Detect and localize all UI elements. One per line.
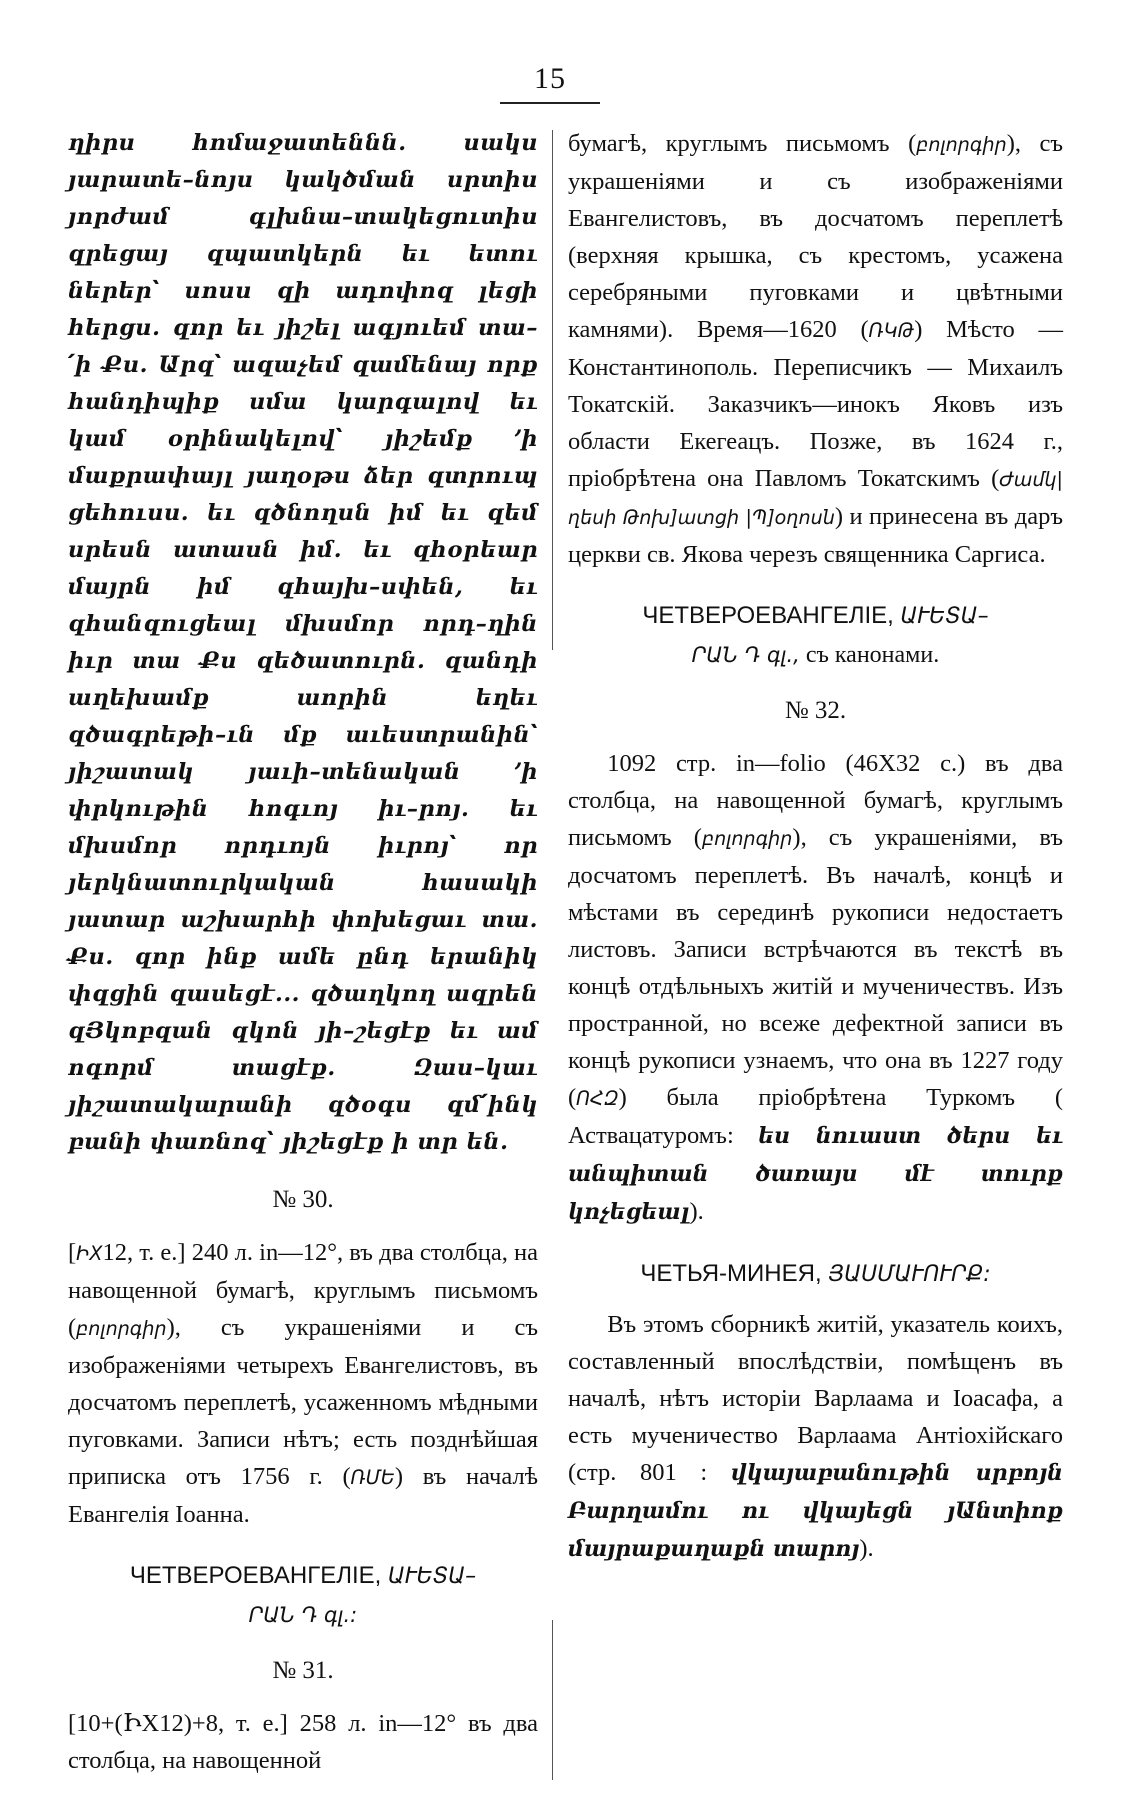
- menaion-description: [568, 1306, 1063, 1568]
- entry-31c-desc-b: ), съ украшеніями и съ изображеніями Евангелистовъ, въ досчатомъ переплетѣ (верхняя крышка, съ крестомъ, усажена серебряными пуговками и цвѣтными камнями). Время—1620 (: [568, 130, 1064, 343]
- entry-31c-arm-a: բոլորգիր: [916, 133, 1007, 156]
- entry-31c-desc-a: бумагѣ, круглымъ письмомъ (: [568, 130, 917, 157]
- entry-31-number: № 31.: [272, 1657, 334, 1684]
- entry-30-arm-c: ՌՄԵ: [350, 1466, 395, 1489]
- entry-32-desc-d: ).: [689, 1198, 704, 1225]
- menaion-title-arm: ՅԱՍՄԱՒՈՒՐՔ:: [828, 1262, 991, 1287]
- entry-30-number: № 30.: [272, 1186, 334, 1213]
- entry-32-number: № 32.: [784, 697, 847, 724]
- menaion-desc-b: ).: [859, 1535, 874, 1562]
- entry-31c-arm-c: Ժամկ|ղեսի Թոխ]ատցի |Պ]օղոսն: [568, 468, 1063, 529]
- entry-30-desc-b: 12, т. е.] 240 л. in—12°, въ два столбца, на навощенной бумагѣ, круглымъ письмомъ (: [68, 1239, 538, 1341]
- entry-32-desc-c: ) была пріобрѣтена Туркомъ ( Аствацатуромъ:: [568, 1084, 1063, 1149]
- entry-30-arm-a: ԻX: [76, 1242, 103, 1265]
- entry-30-description: [68, 1234, 538, 1533]
- menaion-title-ru: ЧЕТЬЯ-МИНЕЯ,: [640, 1260, 822, 1287]
- entry-31-description-cont: [568, 125, 1063, 573]
- entry-31-description: [10+(ԻX12)+8, т. е.] 258 л. in—12° въ два столбца, на навощенной: [68, 1710, 538, 1774]
- entry-31-title-ru: ЧЕТВЕРОЕВАНГЕЛІЕ,: [129, 1562, 382, 1589]
- menaion-arm-a: վկայաբանութին սրբոյն Բարղամու ու վկայեցն յԱնտիոք մայրաքաղաքն տարոյ: [568, 1460, 1063, 1562]
- entry-31-title-arm: ԱՒԵՏԱ–: [388, 1564, 477, 1589]
- entry-32-desc-a: 1092 стр. in—folio (46X32 с.) въ два столбца, на навощенной бумагѣ, круглымъ письмомъ (: [568, 750, 1063, 851]
- menaion-desc-a: Въ этомъ сборникѣ житій, указатель коихъ, составленный впослѣдствіи, помѣщенъ въ началѣ, нѣтъ исторіи Варлаама и Іоасафа, а есть мученичество Варлаама Антіохійскаго (стр. 801 :: [568, 1311, 1063, 1486]
- entry-32-title: [568, 599, 1063, 634]
- entry-32-subtitle-arm: ՐԱՆ Դ գլ.,: [691, 643, 800, 667]
- armenian-colophon: ղիրս հոմաջատեննն. սակս յարատե–նոյս կակծման սրտիս յորժամ գլխնա–տակեցուտիս զրեցայ զպատկերն եւ ետու ներեր՝ սոսս զի ադոփոզ լեցի հերցս. զոր եւ յիշել ագյուեմ տա–՛ի Քս. Արզ՝ ազաչեմ զամենայ որք հանդիպիք սմա կարգալով եւ կամ օրինակելով՝ յիշեմք ՚ի մաքրափայլ յաղօթս ձեր զտրուպ ցեհուսս. եւ զծնողսն իմ եւ զեմ սրեսն ատասն իմ. եւ զհօրեար մայրն իմ զհայխ–սփեն, եւ զհանզուցեալ մխսմոր որդ–ղին իւր տա Քս զեծատուրն. զանդի աղեխամք աորին եղեւ զծագրեթի–ւն մք աւեստրանին՝ յիշատակ յաւի–տենական ՚ի փրկութին հոգւոյ իւ–րոյ. եւ մխսմոր որդւոյն իւրոյ՝ որ յերկնատուրկական հասակի յատար աշխարհի փոխեցաւ տա. Քս. զոր ինք ամե ընդ երանիկ փզցին զասեցէ... զծաղկող ազրեն զՅկոբզան զկոն յի–շեցէք եւ ամ ոգորմ տացէք. Զաս–կաւ յիշատակարանի զծօգս զմ՛ինկ բանի փառնոզ՝ յիշեցէք ի տր են.: [68, 130, 538, 1155]
- entry-31-subtitle-arm: ՐԱՆ Դ գլ.:: [248, 1603, 358, 1627]
- entry-31-title: [68, 1559, 538, 1594]
- page-number-rule: [500, 102, 600, 104]
- entry-32-arm-a: բոլորգիր: [701, 827, 793, 850]
- page-number: 15: [534, 62, 566, 95]
- entry-30-desc-a: [: [68, 1239, 77, 1266]
- entry-30-arm-b: բոլորգիր: [76, 1317, 167, 1340]
- entry-30-desc-c: ), съ украшеніями и съ изображеніями четырехъ Евангелистовъ, въ досчатомъ переплетѣ, усаженномъ мѣдными пуговками. Записи нѣтъ; есть позднѣйшая приписка отъ 1756 г. (: [68, 1314, 538, 1490]
- column-divider: [552, 130, 553, 650]
- left-column: [68, 125, 538, 1779]
- entry-32-subtitle: [568, 638, 1063, 672]
- column-divider-lower: [552, 1620, 553, 1780]
- entry-31c-arm-b: ՌԿԹ: [868, 319, 915, 342]
- entry-32-title-ru: ЧЕТВЕРОЕВАНГЕЛІЕ,: [642, 602, 894, 629]
- entry-32-arm-b: ՈՀԶ: [576, 1087, 619, 1110]
- entry-31c-desc-c: ) Мѣсто — Константинополь. Переписчикъ — Михаилъ Токатскій. Заказчикъ—инокъ Яковъ изъ области Екегеацъ. Позже, въ 1624 г., пріобрѣтена она Павломъ Токатскимъ (: [568, 316, 1063, 492]
- right-column: [568, 125, 1063, 1568]
- entry-31c-desc-d: ) и принесена въ даръ церкви св. Якова черезъ священника Саргиса.: [568, 503, 1063, 568]
- menaion-title: [568, 1257, 1063, 1292]
- entry-32-title-arm: ԱՒԵՏԱ–: [900, 604, 989, 629]
- entry-32-arm-c: ես նուաստ ծերս եւ անպիտան ծառայս մէ տուրք կոչեցեալ: [568, 1123, 1063, 1225]
- entry-30-desc-d: ) въ началѣ Евангелія Іоанна.: [68, 1463, 538, 1528]
- entry-31-subtitle: [68, 1598, 538, 1632]
- entry-32-desc-b: ), съ украшеніями, въ досчатомъ переплетѣ. Въ началѣ, концѣ и мѣстами въ серединѣ рукописи недостаетъ листовъ. Записи встрѣчаются въ текстѣ въ концѣ отдѣльныхъ житій и мученичествъ. Изъ пространной, но всеже дефектной записи въ концѣ рукописи узнаемъ, что она въ 1227 году (: [568, 824, 1064, 1111]
- entry-32-subtitle-ru: съ канонами.: [805, 642, 940, 668]
- entry-32-description: [568, 745, 1063, 1231]
